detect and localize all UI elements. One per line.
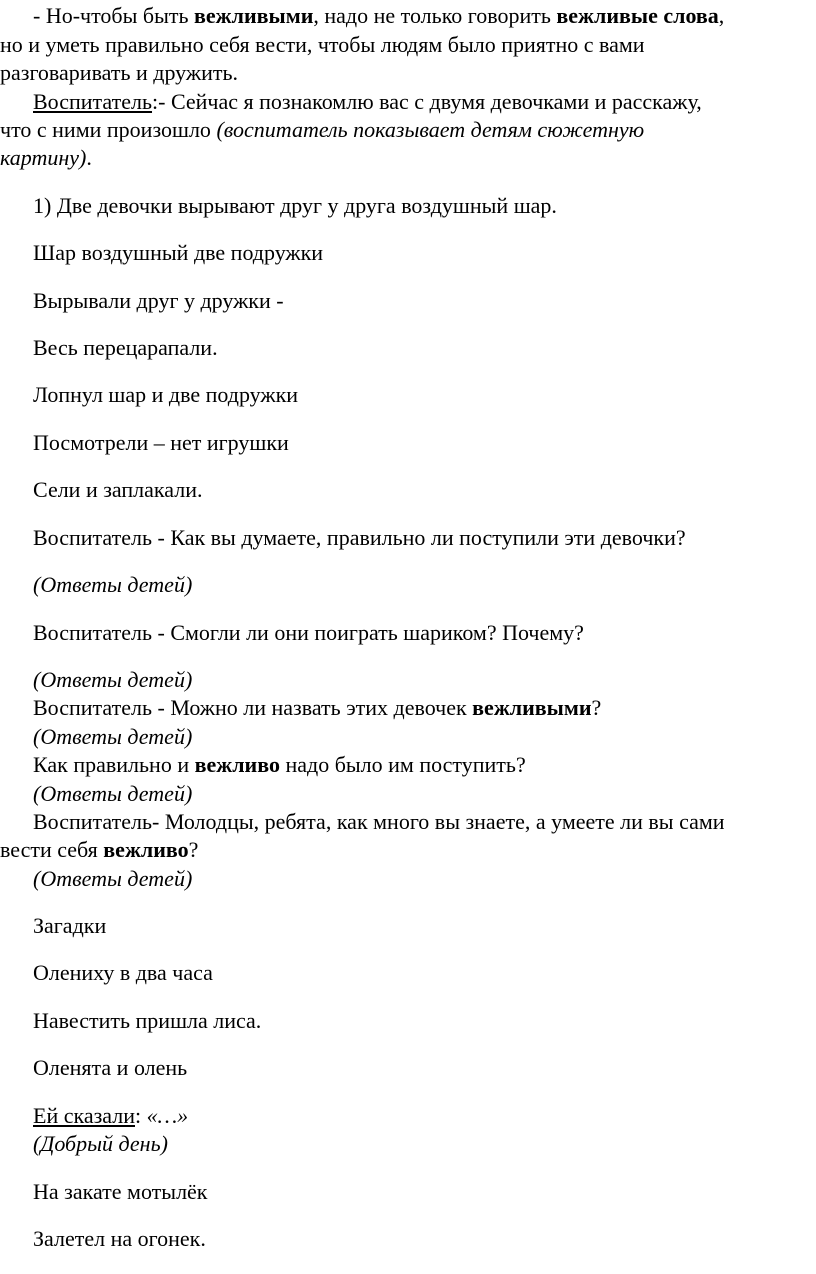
answer-text: (Ответы детей) <box>33 781 193 806</box>
poem-line: Шар воздушный две подружки <box>33 240 324 265</box>
text-run: . <box>86 145 92 170</box>
underlined-text: Ей сказали <box>33 1103 135 1128</box>
dialog-question <box>33 695 601 721</box>
answer-text: (Ответы детей) <box>33 572 193 597</box>
dialog-question: Воспитатель- Молодцы, ребята, как много вы знаете, а умеете ли вы сами <box>33 809 725 834</box>
answer-text: (Ответы детей) <box>33 667 193 692</box>
dialog-answer <box>33 866 192 892</box>
dialog-question <box>33 752 526 778</box>
text-run: : <box>135 1103 147 1128</box>
text-run: ? <box>188 837 199 862</box>
riddle-line: На закате мотылёк <box>33 1179 208 1204</box>
poem-line: Посмотрели – нет игрушки <box>33 430 289 455</box>
paragraph-2-line-1 <box>33 89 702 115</box>
bold-text: вежливые слова <box>556 3 719 28</box>
dialog-answer <box>33 667 192 693</box>
poem-line: Весь перецарапали. <box>33 335 218 360</box>
dialog-answer <box>33 781 192 807</box>
dialog-question: Воспитатель - Как вы думаете, правильно ли поступили эти девочки? <box>33 525 686 550</box>
paragraph-2-line-3 <box>0 145 92 171</box>
text-run: что с ними произошло <box>0 117 217 142</box>
dialog-answer <box>33 572 192 598</box>
riddle-line: Залетел на огонек. <box>33 1226 206 1251</box>
paragraph-2-line-2 <box>0 117 644 143</box>
paragraph-1-line-1 <box>33 3 724 29</box>
riddle-line: Оленята и олень <box>33 1055 188 1080</box>
riddle-line: Навестить пришла лиса. <box>33 1008 262 1033</box>
paragraph-1-line-3: разговаривать и дружить. <box>0 60 239 85</box>
riddle-line: Олениху в два часа <box>33 960 213 985</box>
speaker-label: Воспитатель <box>33 89 153 114</box>
stage-direction: картину) <box>0 145 87 170</box>
poem-line: Вырывали друг у дружки - <box>33 288 284 313</box>
bold-text: вежливо <box>103 837 189 862</box>
text-run: , <box>718 3 725 28</box>
answer-text: (Ответы детей) <box>33 866 193 891</box>
bold-text: вежливыми <box>194 3 314 28</box>
paragraph-1-line-2: но и уметь правильно себя вести, чтобы людям было приятно с вами <box>0 32 645 57</box>
text-run: надо было им поступить? <box>279 752 526 777</box>
italic-text: «…» <box>146 1103 189 1128</box>
text-run: ? <box>591 695 602 720</box>
text-run: , надо не только говорить <box>313 3 557 28</box>
answer-text: (Добрый день) <box>33 1131 168 1156</box>
answer-text: (Ответы детей) <box>33 724 193 749</box>
riddle-answer <box>33 1131 168 1157</box>
text-run: Воспитатель - Можно ли назвать этих девочек <box>33 695 473 720</box>
poem-line: Лопнул шар и две подружки <box>33 382 299 407</box>
dialog-question: Воспитатель - Смогли ли они поиграть шариком? Почему? <box>33 620 584 645</box>
riddle-line <box>33 1103 188 1129</box>
text-run: - Но-чтобы быть <box>33 3 195 28</box>
stage-direction: (воспитатель показывает детям сюжетную <box>216 117 645 142</box>
text-run: вести себя <box>0 837 104 862</box>
bold-text: вежливыми <box>472 695 592 720</box>
poem-line: 1) Две девочки вырывают друг у друга воздушный шар. <box>33 193 557 218</box>
riddles-heading: Загадки <box>33 913 107 938</box>
text-run: Как правильно и <box>33 752 195 777</box>
bold-text: вежливо <box>194 752 280 777</box>
dialog-question-continued <box>0 837 198 863</box>
dialog-answer <box>33 724 192 750</box>
text-run: :- Сейчас я познакомлю вас с двумя девочками и расскажу, <box>152 89 702 114</box>
poem-line: Сели и заплакали. <box>33 477 203 502</box>
